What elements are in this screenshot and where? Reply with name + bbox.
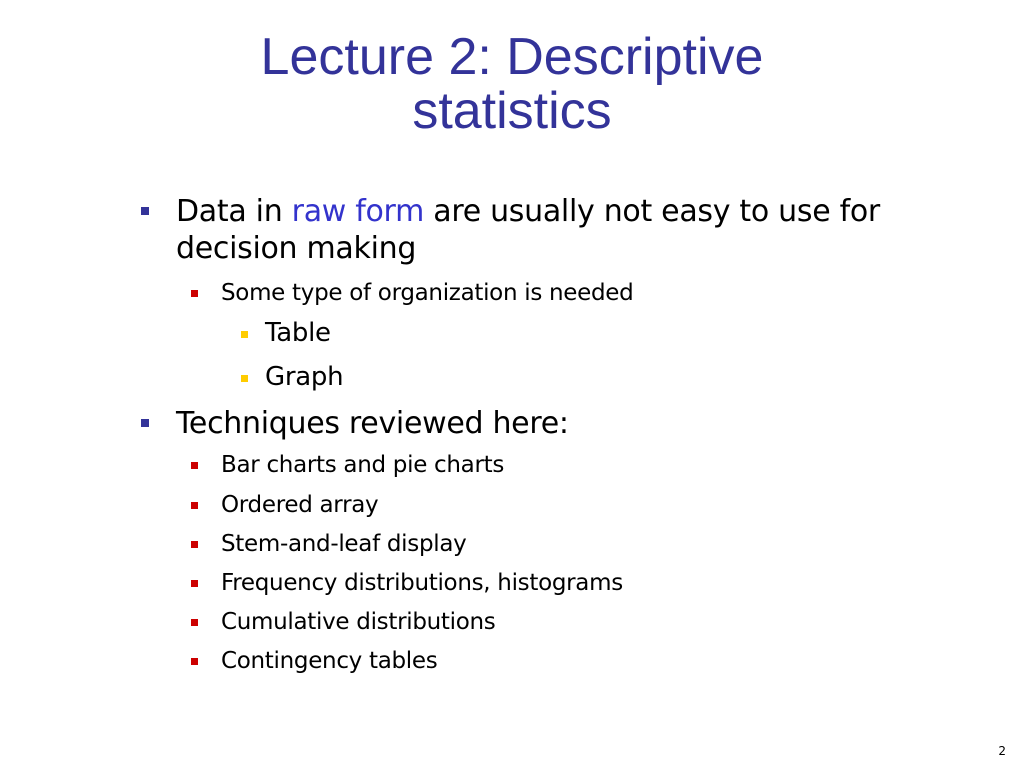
square-bullet-icon xyxy=(141,207,149,215)
highlighted-term-raw-form: raw form xyxy=(291,194,424,229)
sub-bullet-technique xyxy=(221,485,378,525)
sub-sub-bullet-graph xyxy=(265,355,343,399)
sub-bullet-text: Contingency tables xyxy=(221,648,438,674)
square-bullet-icon xyxy=(241,331,248,338)
square-bullet-icon xyxy=(191,580,198,587)
square-bullet-icon xyxy=(191,462,198,469)
sub-bullet-text: Frequency distributions, histograms xyxy=(221,570,623,596)
sub-sub-bullet-table xyxy=(265,311,331,355)
sub-bullet-text: Some type of organization is needed xyxy=(221,280,634,306)
bullet-continuation xyxy=(176,230,416,267)
sub-bullet-technique xyxy=(221,445,504,485)
sub-bullet-technique xyxy=(221,524,466,564)
bullet-text-prefix: Data in xyxy=(176,194,292,229)
sub-sub-bullet-text: Table xyxy=(265,318,331,348)
square-bullet-icon xyxy=(191,290,198,297)
square-bullet-icon xyxy=(141,419,149,427)
square-bullet-icon xyxy=(241,375,248,382)
sub-bullet-technique xyxy=(221,641,437,681)
square-bullet-icon xyxy=(191,619,198,626)
square-bullet-icon xyxy=(191,502,198,509)
sub-sub-bullet-text: Graph xyxy=(265,362,344,392)
slide-title-line-2: statistics xyxy=(412,82,612,140)
sub-bullet-text: Ordered array xyxy=(221,492,379,518)
slide-title-line-1: Lecture 2: Descriptive xyxy=(260,28,764,86)
sub-bullet-organization xyxy=(221,273,633,313)
sub-bullet-technique xyxy=(221,602,495,642)
sub-bullet-text: Stem-and-leaf display xyxy=(221,531,467,557)
square-bullet-icon xyxy=(191,658,198,665)
page-number: 2 xyxy=(998,744,1006,758)
bullet-text: Techniques reviewed here: xyxy=(176,406,569,441)
sub-bullet-technique xyxy=(221,563,623,603)
bullet-data-raw-form xyxy=(176,193,880,230)
sub-bullet-text: Cumulative distributions xyxy=(221,609,496,635)
sub-bullet-text: Bar charts and pie charts xyxy=(221,452,505,478)
bullet-text-suffix: are usually not easy to use for xyxy=(424,194,880,229)
bullet-text-line-2: decision making xyxy=(176,231,417,266)
square-bullet-icon xyxy=(191,541,198,548)
bullet-techniques xyxy=(176,405,569,442)
